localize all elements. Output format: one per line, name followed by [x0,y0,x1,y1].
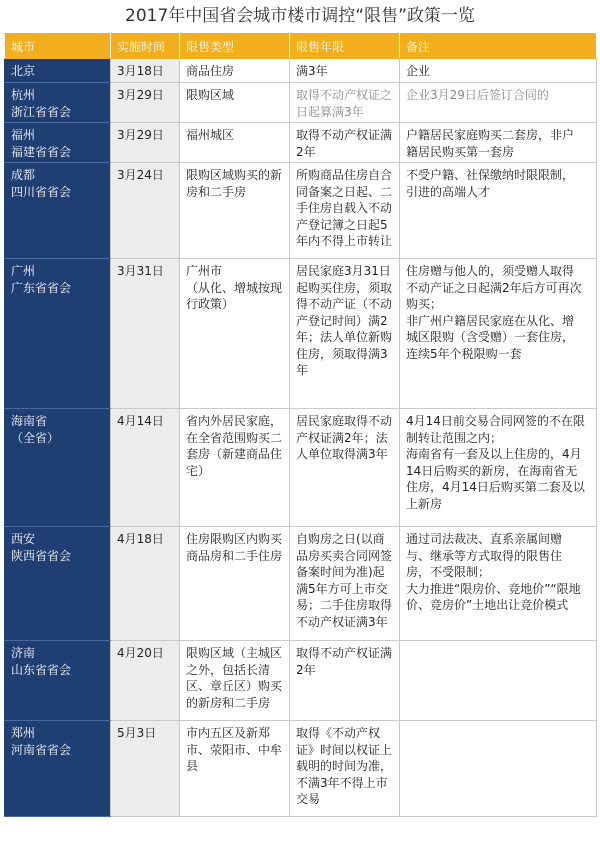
cell-type [180,409,290,527]
cell-years [290,123,400,163]
cell-date: 4月20日 [111,641,180,721]
cell-city [5,641,111,721]
text-line: 城区限购（含受赠）一套住房， [406,330,575,344]
cell-date: 4月18日 [111,527,180,641]
text-line: 限购区域购买的新 [186,168,283,182]
city-line: 山东省省会 [11,662,72,677]
text-line: 籍居民购买第一套房 [406,144,515,159]
table-row [5,83,597,123]
policy-table [4,33,597,817]
text-line: 满5年方可上市交 [296,581,388,596]
text-line: 取得不动产权证满 [296,646,393,660]
text-line: 之外，包括长清 [186,662,271,677]
text-line: 人单位取得满3年 [296,447,388,461]
text-line: 海南省有一套及以上住房的，4月 [406,447,582,461]
text-line: 取得不动产权证满 [296,128,393,142]
text-line: 连续5年个税限购一套 [406,346,522,361]
text-line: 限购区域 [186,88,235,102]
text-line: 产登记时间）满2 [296,313,388,328]
cell-city [5,83,111,123]
cell-type [180,123,290,163]
cell-note [400,409,597,527]
city-line: 四川省省会 [11,184,72,199]
cell-note [400,259,597,409]
cell-type [180,163,290,259]
text-line: 居民家庭取得不动 [296,414,393,428]
cell-note [400,527,597,641]
text-line: 省内外居民家庭， [186,414,283,428]
text-line: 住房赠与他人的，须受赠人取得 [406,264,575,278]
text-line: 大力推进“限房价、竞地价”“限地 [406,581,581,596]
cell-city [5,721,111,817]
text-line: 户籍居民家庭购买二套房，非户 [406,128,575,142]
text-line: 商品住房 [186,64,235,78]
text-line: 不满3年不得上市 [296,775,388,790]
text-line: 居民家庭3月31日 [296,264,391,278]
city-line: 广东省省会 [11,280,72,295]
city-line: 成都 [11,168,36,182]
cell-city [5,527,111,641]
text-line: 自购房之日(以商 [296,532,385,546]
header-date: 实施时间 [111,34,180,59]
cell-city [5,163,111,259]
table-row [5,259,597,409]
text-line: 4月14日前交易合同网签的不在限 [406,414,585,428]
text-line: 同备案之日起、二 [296,184,393,199]
page-title: 2017年中国省会城市楼市调控“限售”政策一览 [125,6,475,26]
text-line: 套房（新建商品住 [186,447,283,461]
city-line: 郑州 [11,726,36,740]
text-line: 年；法人单位新购 [296,330,393,344]
city-line: 北京 [11,64,36,78]
text-line: 不动产权证满3年 [296,614,388,629]
cell-note [400,59,597,83]
text-line: 县 [186,759,199,773]
cell-type [180,259,290,409]
table-row [5,123,597,163]
cell-city [5,59,111,83]
text-line: 住房，须取得满3 [296,346,388,361]
cell-date: 3月24日 [111,163,180,259]
text-line: 行政策） [186,297,235,311]
text-line: 日起算满3年 [296,104,364,119]
text-line: 住房限购区内购买 [186,532,283,546]
text-line: 不受户籍、社保缴纳时限限制， [406,168,575,182]
cell-note [400,163,597,259]
text-line: 取得《不动产权 [296,726,381,740]
cell-years [290,163,400,259]
text-line: （从化、增城按现 [186,280,283,295]
text-line: 年内不得上市转让 [296,234,393,248]
header-note: 备注 [400,34,597,59]
city-line: 海南省 [11,414,48,428]
text-line: 载明的时间为准， [296,759,393,773]
cell-years [290,641,400,721]
cell-type [180,527,290,641]
cell-date: 5月3日 [111,721,180,817]
text-line: 得不动产证（不动 [296,297,393,311]
text-line: 备案时间为准)起 [296,565,385,579]
text-line: 房和二手房 [186,184,247,199]
city-line: 广州 [11,264,36,278]
text-line: 与、继承等方式取得的限售住 [406,548,563,563]
table-row [5,527,597,641]
text-line: 福州城区 [186,128,235,142]
text-line: 手住房自载入不动 [296,201,393,215]
text-line: 企业3月29日后签订合同的 [406,88,549,102]
cell-date: 3月29日 [111,83,180,123]
text-line: 14日后购买的新房，在海南省无 [406,463,578,478]
table-row [5,721,597,817]
text-line: 交易 [296,792,321,806]
text-line: 易；二手住房取得 [296,598,393,612]
city-line: 济南 [11,646,36,660]
cell-years [290,259,400,409]
text-line: 制转让范围之内； [406,430,503,445]
city-line: 福建省省会 [11,144,72,159]
city-line: 浙江省省会 [11,104,72,119]
city-line: 河南省省会 [11,742,72,757]
cell-date: 3月31日 [111,259,180,409]
header-row [5,34,597,59]
cell-note [400,721,597,817]
text-line: 市内五区及新郑 [186,726,271,740]
text-line: 上新房 [406,496,443,511]
text-line: 年 [296,363,309,377]
text-line: 起购买住房，须取 [296,280,393,295]
text-line: 非广州户籍居民家庭在从化、增 [406,313,575,328]
cell-type [180,721,290,817]
table-row [5,641,597,721]
text-line: 企业 [406,64,431,78]
cell-city [5,259,111,409]
cell-years [290,59,400,83]
cell-type [180,83,290,123]
cell-type [180,641,290,721]
cell-type [180,59,290,83]
text-line: 所购商品住房自合 [296,168,393,182]
cell-date: 3月18日 [111,59,180,83]
table-row [5,163,597,259]
text-line: 价、竞房价”土地出让竞价模式 [406,598,569,612]
text-line: 通过司法裁决、直系亲属间赠 [406,532,563,546]
text-line: 不动产证之日起满2年后方可再次 [406,280,582,295]
text-line: 房，不受限制； [406,565,491,579]
text-line: 住房，4月14日后购买第二套及以 [406,480,585,494]
cell-years [290,83,400,123]
cell-city [5,123,111,163]
text-line: 引进的高端人才 [406,184,491,199]
city-line: 福州 [11,128,36,142]
city-line: 西安 [11,532,36,546]
cell-note [400,123,597,163]
text-line: 产权证满2年；法 [296,430,388,445]
cell-note [400,641,597,721]
header-years: 限售年限 [290,34,400,59]
cell-years [290,721,400,817]
text-line: 市、荥阳市、中牟 [186,742,283,757]
text-line: 2年 [296,144,316,159]
text-line: 广州市 [186,264,223,278]
text-line: 在全省范围购买二 [186,430,283,445]
header-type: 限售类型 [180,34,290,59]
cell-date: 3月29日 [111,123,180,163]
text-line: 宅） [186,463,211,478]
cell-date: 4月14日 [111,409,180,527]
city-line: 陕西省省会 [11,548,72,563]
text-line: 限购区域（主城区 [186,646,283,660]
text-line: 的新房和二手房 [186,695,271,710]
cell-city [5,409,111,527]
cell-note [400,83,597,123]
table-row [5,59,597,83]
text-line: 取得不动产权证之 [296,88,393,102]
text-line: 品房买卖合同网签 [296,548,393,563]
table-row [5,409,597,527]
cell-years [290,409,400,527]
header-city: 城市 [5,34,111,59]
cell-years [290,527,400,641]
text-line: 区、章丘区）购买 [186,679,283,693]
text-line: 2年 [296,662,316,677]
text-line: 商品房和二手住房 [186,548,283,563]
text-line: 产登记簿之日起5 [296,217,388,232]
text-line: 满3年 [296,64,328,78]
city-line: （全省） [11,430,60,445]
city-line: 杭州 [11,88,36,102]
text-line: 证》时间以权证上 [296,742,393,757]
text-line: 购买； [406,297,443,311]
